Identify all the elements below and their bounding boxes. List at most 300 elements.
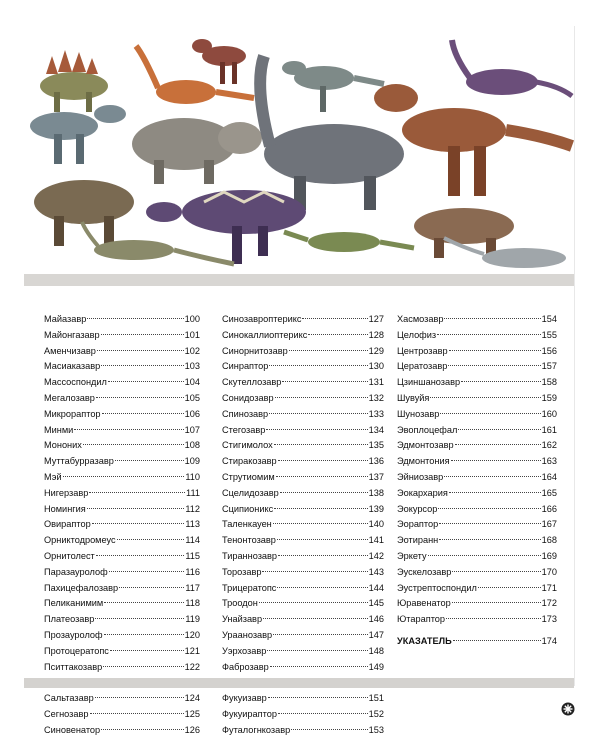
index-entry: [44, 454, 200, 470]
index-entry: [222, 660, 384, 676]
entry-page-number: 171: [541, 582, 557, 593]
entry-name: Орниктодромеус: [44, 535, 116, 546]
dot-leader: [455, 444, 541, 445]
index-entry: [222, 454, 384, 470]
index-entry: [397, 312, 557, 328]
entry-page-number: 166: [541, 503, 557, 514]
index-entry: [222, 707, 384, 723]
index-entry: [44, 470, 200, 486]
dot-leader: [273, 634, 368, 635]
book-page: [24, 26, 575, 735]
entry-page-number: 124: [184, 693, 200, 704]
dot-leader: [458, 429, 540, 430]
entry-name: Мегалозавр: [44, 392, 95, 403]
entry-page-number: 106: [184, 408, 200, 419]
index-entry-ukazatel: [397, 634, 557, 650]
dot-leader: [453, 640, 541, 641]
index-entry: [222, 486, 384, 502]
entry-name: Стиракозавр: [222, 456, 277, 467]
entry-name: Протоцератопс: [44, 645, 109, 656]
dot-leader: [276, 476, 368, 477]
index-entry: [397, 486, 557, 502]
index-entry: [222, 423, 384, 439]
entry-page-number: 125: [184, 708, 200, 719]
entry-name: Микрораптор: [44, 408, 101, 419]
entry-name: Эйниозавр: [397, 471, 444, 482]
index-entry: [44, 423, 200, 439]
entry-page-number: 105: [184, 392, 200, 403]
dot-leader: [439, 539, 540, 540]
entry-page-number: 147: [368, 629, 384, 640]
dinosaur-illustration-svg: [24, 26, 574, 274]
entry-name: Массоспондил: [44, 377, 107, 388]
stegosaurus-figure: [40, 50, 108, 112]
dot-leader: [428, 555, 541, 556]
index-entry: [44, 660, 200, 676]
index-entry: [44, 502, 200, 518]
dot-leader: [444, 318, 540, 319]
dot-leader: [451, 460, 541, 461]
entry-name: Аменчизавр: [44, 345, 96, 356]
index-entry: [222, 344, 384, 360]
entry-name: Ютараптор: [397, 614, 446, 625]
entry-page-number: 160: [541, 408, 557, 419]
dot-leader: [280, 492, 368, 493]
entry-name: Эускелозавр: [397, 566, 452, 577]
index-entry: [44, 723, 200, 739]
index-entry: [222, 328, 384, 344]
dot-leader: [277, 587, 367, 588]
entry-page-number: 101: [184, 329, 200, 340]
entry-page-number: 139: [368, 503, 384, 514]
entry-name: Эркету: [397, 550, 427, 561]
entry-page-number: 121: [184, 645, 200, 656]
dot-leader: [259, 602, 368, 603]
entry-name: Тираннозавр: [222, 550, 278, 561]
entry-page-number: 111: [186, 487, 200, 498]
entry-name: Пахицефалозавр: [44, 582, 119, 593]
dot-leader: [278, 460, 368, 461]
dot-leader: [87, 508, 185, 509]
dot-leader: [277, 539, 368, 540]
entry-page-number: 168: [541, 535, 557, 546]
index-entry: [44, 644, 200, 660]
dot-leader: [115, 460, 184, 461]
entry-page-number: 131: [368, 377, 384, 388]
dot-leader: [102, 413, 184, 414]
entry-name: Эвоплоцефал: [397, 424, 458, 435]
entry-page-number: 136: [368, 456, 384, 467]
entry-page-number: 126: [184, 724, 200, 735]
entry-page-number: 165: [541, 487, 557, 498]
index-entry: [222, 375, 384, 391]
index-entry: [44, 344, 200, 360]
entry-name: Фукуизавр: [222, 693, 267, 704]
dot-leader: [74, 429, 183, 430]
entry-name: Фукуираптор: [222, 708, 277, 719]
index-entry: [397, 517, 557, 533]
entry-page-number: 109: [184, 456, 200, 467]
index-column-1: [44, 312, 200, 739]
entry-page-number: 140: [368, 519, 384, 530]
entry-page-number: 172: [541, 598, 557, 609]
entry-name: Хасмозавр: [397, 314, 444, 324]
dot-leader: [268, 697, 368, 698]
entry-name: Юравенатор: [397, 598, 451, 609]
index-entry: [397, 612, 557, 628]
entry-name: Синорнитозавр: [222, 345, 288, 356]
entry-page-number: 149: [368, 661, 384, 672]
entry-page-number: 116: [185, 566, 200, 577]
index-entry: [397, 407, 557, 423]
ceratopsian-figure: [132, 118, 262, 184]
sauropod-back-figure: [452, 40, 572, 96]
entry-name: Минми: [44, 424, 74, 435]
entry-page-number: 133: [368, 408, 384, 419]
entry-name: Унайзавр: [222, 614, 263, 625]
index-entry: [44, 486, 200, 502]
page-bottom-band: [24, 678, 574, 688]
entry-page-number: 122: [184, 661, 200, 672]
dot-leader: [461, 381, 541, 382]
entry-name: Пситтакозавр: [44, 661, 103, 672]
entry-name: Троодон: [222, 598, 258, 609]
index-entry: [222, 612, 384, 628]
dot-leader: [101, 729, 184, 730]
entry-name: Номингия: [44, 503, 86, 514]
entry-name: Мэй: [44, 471, 62, 482]
index-entry: [44, 533, 200, 549]
entry-page-number: 138: [368, 487, 384, 498]
entry-name: Масиаказавр: [44, 361, 101, 372]
dot-leader: [437, 334, 541, 335]
index-entry: [222, 533, 384, 549]
entry-name: Стегозавр: [222, 424, 266, 435]
entry-page-number: 119: [185, 614, 200, 625]
dot-leader: [446, 618, 541, 619]
entry-name: Эотиранн: [397, 535, 439, 546]
dinosaur-illustration: [24, 26, 574, 274]
entry-page-number: 129: [368, 345, 384, 356]
dot-leader: [104, 634, 184, 635]
index-entry: [397, 423, 557, 439]
entry-page-number: 154: [541, 314, 557, 324]
dot-leader: [452, 602, 541, 603]
entry-name: Нигерзавр: [44, 487, 89, 498]
index-entry: [44, 328, 200, 344]
entry-page-number: 156: [541, 345, 557, 356]
dot-leader: [92, 523, 185, 524]
entry-page-number: 141: [368, 535, 384, 546]
index-column-3: [397, 312, 557, 650]
dot-leader: [108, 381, 184, 382]
entry-page-number: 115: [185, 550, 200, 561]
entry-page-number: 163: [541, 456, 557, 467]
index-entry: [397, 328, 557, 344]
index-entry: [222, 628, 384, 644]
entry-name: Ураанозавр: [222, 629, 273, 640]
dot-leader: [95, 697, 184, 698]
index-entry: [44, 596, 200, 612]
entry-page-number: 167: [541, 519, 557, 530]
entry-name: Синозавроптерикс: [222, 314, 302, 324]
dot-leader: [96, 397, 184, 398]
index-entry: [222, 438, 384, 454]
dot-leader: [440, 413, 540, 414]
entry-page-number: 159: [541, 392, 557, 403]
entry-page-number: 158: [541, 377, 557, 388]
entry-name: Фаброзавр: [222, 661, 269, 672]
entry-name: Уэрхозавр: [222, 645, 267, 656]
index-entry: [222, 391, 384, 407]
entry-name: Эокурсор: [397, 503, 438, 514]
entry-page-number: 118: [185, 598, 200, 609]
entry-page-number: 120: [184, 629, 200, 640]
dot-leader: [274, 444, 368, 445]
entry-page-number: 161: [541, 424, 557, 435]
entry-name: Муттабурразавр: [44, 456, 114, 467]
dot-leader: [101, 365, 183, 366]
entry-page-number: 170: [541, 566, 557, 577]
index-entry: [44, 549, 200, 565]
index-entry: [222, 517, 384, 533]
index-entry: [222, 644, 384, 660]
entry-page-number: 103: [184, 361, 200, 372]
dot-leader: [104, 602, 184, 603]
dot-leader: [101, 334, 184, 335]
dot-leader: [95, 618, 184, 619]
entry-name: Эдмонтония: [397, 456, 450, 467]
entry-name: Тенонтозавр: [222, 535, 276, 546]
entry-name: Платеозавр: [44, 614, 95, 625]
dot-leader: [103, 666, 183, 667]
index-entry: [44, 581, 200, 597]
index-entry: [397, 549, 557, 565]
dot-leader: [282, 381, 367, 382]
entry-name: Сципионикс: [222, 503, 274, 514]
entry-name: Стигимолох: [222, 440, 273, 451]
entry-page-number: 137: [368, 471, 384, 482]
index-entry: [222, 596, 384, 612]
entry-name: Эокархария: [397, 487, 448, 498]
entry-page-number: 174: [541, 635, 557, 646]
index-entry: [397, 438, 557, 454]
dot-leader: [97, 350, 184, 351]
dot-leader: [269, 413, 368, 414]
entry-page-number: 157: [541, 361, 557, 372]
grey-theropod-figure: [30, 105, 126, 164]
index-entry: [397, 565, 557, 581]
dot-leader: [448, 365, 540, 366]
index-entry: [222, 581, 384, 597]
entry-name: Майазавр: [44, 314, 87, 324]
dot-leader: [266, 429, 367, 430]
entry-page-number: 143: [368, 566, 384, 577]
dot-leader: [63, 476, 185, 477]
entry-name: Пеликанимим: [44, 598, 104, 609]
dot-leader: [449, 492, 541, 493]
tyrannosaurus-small-figure: [192, 39, 246, 84]
entry-name: Сальтазавр: [44, 693, 94, 704]
index-entry: [222, 691, 384, 707]
entry-name: Целофиз: [397, 329, 437, 340]
brown-sauropod-figure: [34, 180, 134, 246]
entry-name: Синокаллиоптерикс: [222, 329, 308, 340]
dot-leader: [267, 650, 367, 651]
dot-leader: [90, 713, 184, 714]
index-entry: [44, 391, 200, 407]
index-entry: [397, 344, 557, 360]
carnotaurus-figure: [282, 61, 384, 112]
dot-leader: [109, 571, 185, 572]
dot-leader: [430, 397, 540, 398]
dot-leader: [308, 334, 367, 335]
dot-leader: [302, 318, 367, 319]
entry-page-number: 153: [368, 724, 384, 735]
dot-leader: [452, 571, 540, 572]
dot-leader: [438, 508, 540, 509]
dot-leader: [87, 318, 183, 319]
entry-page-number: 173: [541, 614, 557, 625]
entry-page-number: 117: [185, 582, 200, 593]
illustration-ground-band: [24, 274, 574, 286]
entry-name: Цзиншанозавр: [397, 377, 461, 388]
dot-leader: [439, 523, 540, 524]
entry-name: Эдмонтозавр: [397, 440, 454, 451]
index-entry: [44, 691, 200, 707]
dot-leader: [289, 350, 368, 351]
dot-leader: [262, 571, 367, 572]
entry-page-number: 142: [368, 550, 384, 561]
index-entry: [222, 565, 384, 581]
entry-name: Майонгазавр: [44, 329, 100, 340]
entry-name: Паразауролоф: [44, 566, 108, 577]
dot-leader: [110, 650, 184, 651]
index-entry: [397, 454, 557, 470]
entry-name: Сегнозавр: [44, 708, 89, 719]
entry-page-number: 144: [368, 582, 384, 593]
entry-name: Цератозавр: [397, 361, 448, 372]
dot-leader: [278, 555, 368, 556]
index-entry: [44, 628, 200, 644]
dot-leader: [291, 729, 367, 730]
entry-page-number: 146: [368, 614, 384, 625]
entry-name: Футалогнкозавр: [222, 724, 291, 735]
entry-page-number: 130: [368, 361, 384, 372]
entry-name: Таленкауен: [222, 519, 272, 530]
dot-leader: [275, 397, 368, 398]
index-entry: [397, 502, 557, 518]
entry-name: УКАЗАТЕЛЬ: [397, 635, 452, 646]
index-entry: [222, 502, 384, 518]
entry-page-number: 162: [541, 440, 557, 451]
tyrannosaurus-large-figure: [374, 84, 572, 196]
entry-page-number: 110: [185, 471, 200, 482]
index-entry: [44, 359, 200, 375]
index-entry: [397, 470, 557, 486]
dot-leader: [119, 587, 184, 588]
entry-page-number: 127: [368, 314, 384, 324]
entry-page-number: 132: [368, 392, 384, 403]
entry-name: Спинозавр: [222, 408, 269, 419]
index-entry: [397, 359, 557, 375]
entry-page-number: 113: [185, 519, 200, 530]
dot-leader: [96, 555, 185, 556]
dot-leader: [117, 539, 185, 540]
entry-page-number: 155: [541, 329, 557, 340]
entry-name: Центрозавр: [397, 345, 448, 356]
dot-leader: [269, 365, 367, 366]
index-entry: [44, 312, 200, 328]
entry-name: Синраптор: [222, 361, 269, 372]
index-entry: [397, 533, 557, 549]
index-entry: [222, 359, 384, 375]
entry-name: Струтиомим: [222, 471, 275, 482]
index-entry: [397, 375, 557, 391]
entry-name: Торозавр: [222, 566, 262, 577]
index-entry: [44, 707, 200, 723]
dot-leader: [270, 666, 368, 667]
green-dinosaur-figure: [284, 232, 414, 252]
index-entry: [397, 581, 557, 597]
entry-page-number: 152: [368, 708, 384, 719]
entry-page-number: 112: [185, 503, 200, 514]
entry-page-number: 134: [368, 424, 384, 435]
entry-name: Шунозавр: [397, 408, 440, 419]
entry-name: Сонидозавр: [222, 392, 274, 403]
dot-leader: [273, 523, 368, 524]
entry-name: Овираптор: [44, 519, 91, 530]
index-entry: [44, 375, 200, 391]
index-entry: [44, 438, 200, 454]
dot-leader: [89, 492, 185, 493]
entry-page-number: 107: [184, 424, 200, 435]
index-entry: [397, 596, 557, 612]
entry-name: Орнитолест: [44, 550, 95, 561]
entry-page-number: 102: [184, 345, 200, 356]
entry-name: Прозауролоф: [44, 629, 103, 640]
asterisk-icon: [561, 702, 575, 716]
dot-leader: [83, 444, 184, 445]
entry-page-number: 169: [541, 550, 557, 561]
index-entry: [222, 407, 384, 423]
dot-leader: [444, 476, 540, 477]
dot-leader: [278, 713, 368, 714]
index-entry: [222, 549, 384, 565]
entry-name: Сцелидозавр: [222, 487, 279, 498]
dot-leader: [449, 350, 541, 351]
entry-page-number: 114: [185, 535, 200, 546]
entry-name: Эораптор: [397, 519, 439, 530]
entry-name: Трицератопс: [222, 582, 277, 593]
entry-page-number: 148: [368, 645, 384, 656]
entry-page-number: 100: [184, 314, 200, 324]
entry-page-number: 151: [368, 693, 384, 704]
index-entry: [222, 470, 384, 486]
index-entry: [44, 407, 200, 423]
dot-leader: [274, 508, 367, 509]
entry-page-number: 145: [368, 598, 384, 609]
entry-name: Синовенатор: [44, 724, 101, 735]
index-entry: [44, 565, 200, 581]
index-entry: [44, 517, 200, 533]
entry-page-number: 128: [368, 329, 384, 340]
index-column-2: [222, 312, 384, 739]
index-entry: [397, 391, 557, 407]
entry-page-number: 108: [184, 440, 200, 451]
entry-name: Эустрептоспондил: [397, 582, 477, 593]
index-entry: [222, 312, 384, 328]
